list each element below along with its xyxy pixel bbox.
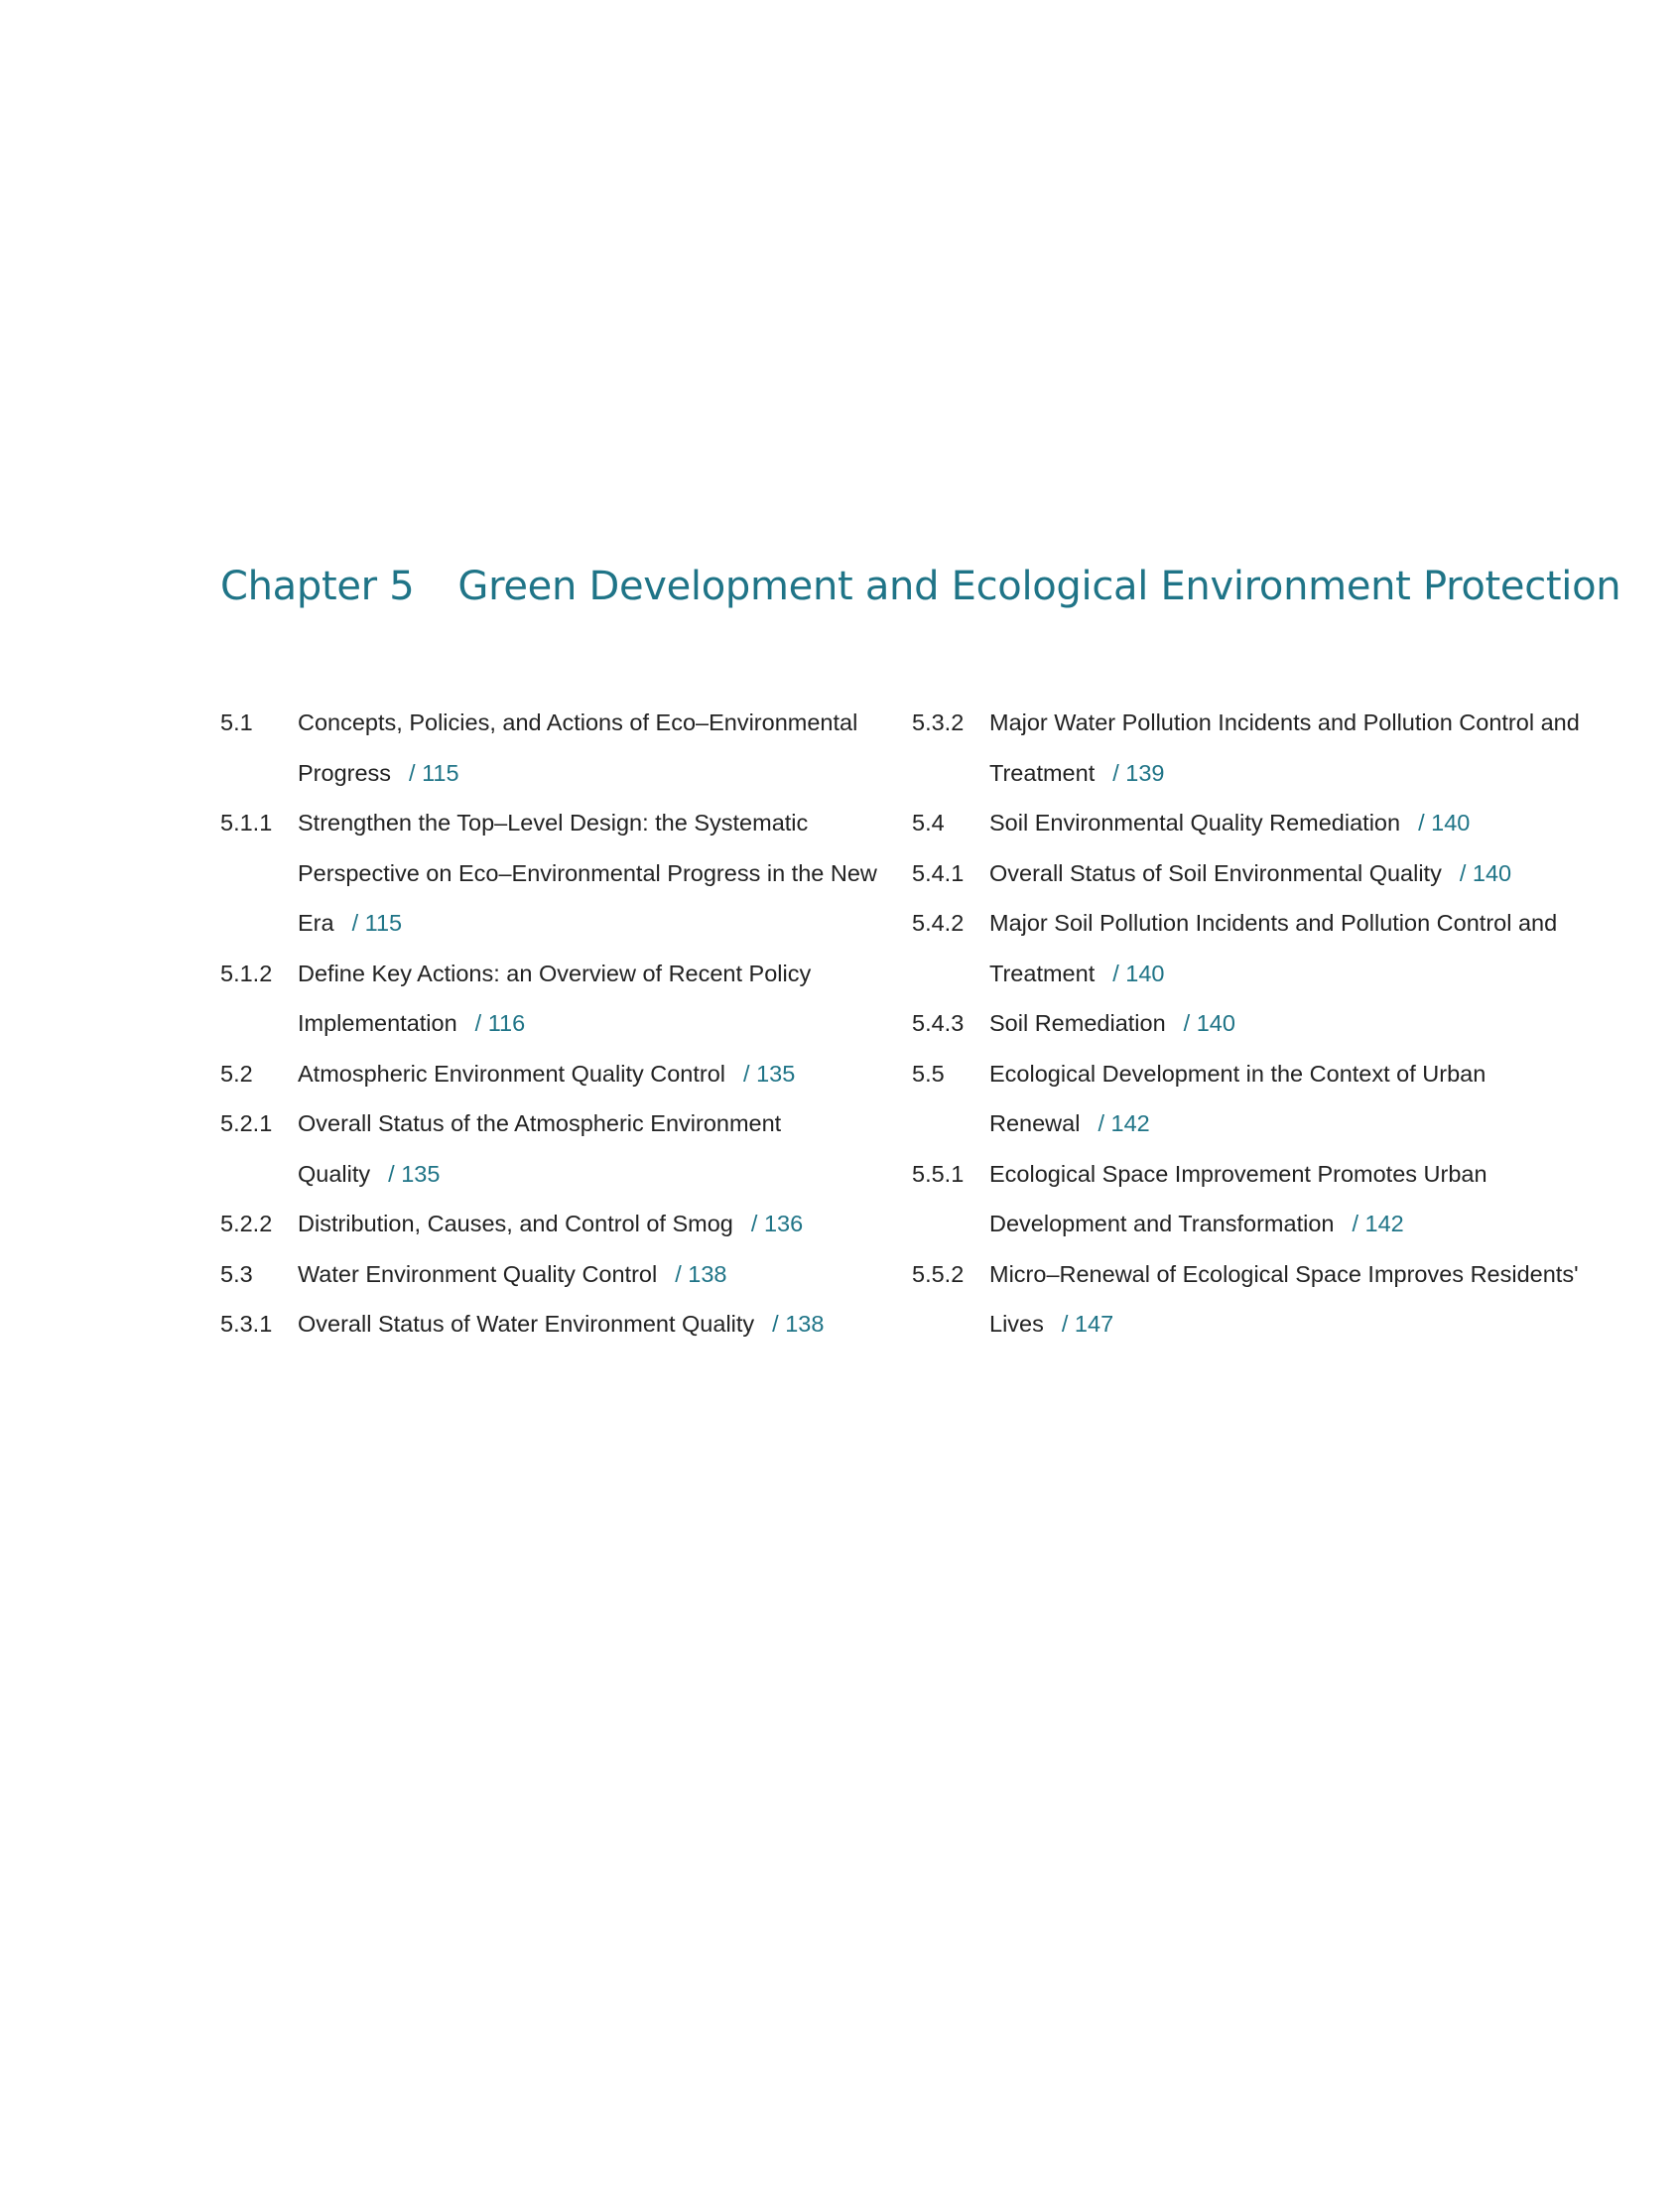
toc-entry[interactable] [220, 798, 905, 949]
toc-entry-page[interactable]: / 140 [1459, 859, 1512, 886]
toc-entry-title-text: Major Water Pollution Incidents and Pollution Control and Treatment [989, 709, 1580, 786]
toc-entry[interactable] [220, 1098, 905, 1199]
toc-entry-page[interactable]: / 138 [675, 1260, 727, 1287]
toc-entry-title [298, 698, 905, 798]
toc-entry-title [989, 848, 1597, 899]
toc-entry-title-text: Concepts, Policies, and Actions of Eco–Environmental Progress [298, 709, 858, 786]
toc-entry-title-text: Overall Status of Soil Environmental Quality [989, 859, 1442, 886]
toc-entry-page[interactable]: / 140 [1418, 810, 1471, 836]
toc-entry[interactable] [912, 998, 1597, 1049]
toc-entry[interactable] [220, 949, 905, 1049]
toc-entry-page[interactable]: / 139 [1112, 759, 1165, 786]
toc-entry-title-text: Atmospheric Environment Quality Control [298, 1060, 726, 1087]
toc-entry-title-text: Overall Status of Water Environment Quality [298, 1311, 755, 1337]
toc-entry-title [298, 798, 905, 949]
toc-entry-page[interactable]: / 115 [409, 759, 459, 786]
toc-entry-number: 5.1.1 [220, 810, 273, 836]
toc-entry-number: 5.2.2 [220, 1211, 273, 1236]
toc-entry-title [989, 798, 1597, 848]
chapter-title [220, 558, 1620, 615]
chapter-title-text: Green Development and Ecological Environment Protection [457, 564, 1621, 609]
toc-entry-page[interactable]: / 116 [474, 1010, 526, 1036]
toc-entry-number: 5.5.2 [912, 1260, 965, 1287]
toc-entry-title-text: Strengthen the Top–Level Design: the Systematic Perspective on Eco–Environmental Progress in the New Era [298, 810, 877, 936]
toc-entry[interactable] [912, 1049, 1597, 1149]
toc-entry-title [989, 698, 1597, 798]
toc-entry-title-text: Define Key Actions: an Overview of Recent Policy Implementation [298, 960, 812, 1036]
toc-entry-page[interactable]: / 136 [750, 1211, 804, 1236]
toc-entry-title-text: Overall Status of the Atmospheric Environment Quality [298, 1110, 782, 1187]
toc-entry-title [298, 1098, 905, 1199]
chapter-number: Chapter 5 [220, 564, 415, 609]
toc-entry[interactable] [220, 1049, 905, 1099]
toc-entry-title-text: Ecological Space Improvement Promotes Urban Development and Transformation [989, 1160, 1487, 1236]
toc-entry-number: 5.4.3 [912, 1010, 965, 1036]
toc-entry[interactable] [220, 1299, 905, 1350]
toc-entry[interactable] [220, 698, 905, 798]
toc-entry-title-text: Distribution, Causes, and Control of Smog [298, 1211, 733, 1236]
toc-entry-title-text: Soil Environmental Quality Remediation [989, 810, 1401, 836]
toc-entry[interactable] [220, 1199, 905, 1249]
toc-entry-title-text: Ecological Development in the Context of Urban Renewal [989, 1060, 1486, 1136]
toc-entry-number: 5.2.1 [220, 1110, 273, 1136]
toc-entry[interactable] [220, 1249, 905, 1300]
toc-entry-title [989, 1049, 1597, 1149]
toc-entry-number: 5.1 [220, 709, 253, 735]
toc-entry-number: 5.3.2 [912, 709, 965, 735]
toc-entry[interactable] [912, 1249, 1597, 1350]
toc-entry-page[interactable]: / 140 [1112, 960, 1165, 986]
toc-right-column [912, 698, 1597, 1350]
toc-entry-title-text: Soil Remediation [989, 1010, 1166, 1036]
toc-entry[interactable] [912, 898, 1597, 998]
toc-entry-number: 5.1.2 [220, 960, 273, 986]
toc-entry-page[interactable]: / 135 [743, 1060, 796, 1087]
toc-entry[interactable] [912, 848, 1597, 899]
toc-entry-page[interactable]: / 147 [1061, 1311, 1114, 1337]
toc-entry-number: 5.2 [220, 1060, 253, 1087]
toc-entry-title [989, 1149, 1597, 1249]
toc-entry-title-text: Micro–Renewal of Ecological Space Improves Residents' Lives [989, 1260, 1579, 1337]
toc-entry[interactable] [912, 698, 1597, 798]
toc-entry-title [298, 1299, 905, 1350]
toc-entry-number: 5.4.1 [912, 859, 965, 886]
toc-entry-page[interactable]: / 138 [772, 1311, 825, 1337]
toc-entry-title-text: Major Soil Pollution Incidents and Pollution Control and Treatment [989, 910, 1558, 986]
toc-entry[interactable] [912, 1149, 1597, 1249]
toc-entry-number: 5.5.1 [912, 1160, 965, 1187]
toc-entry-number: 5.4.2 [912, 910, 965, 936]
toc-entry-title [298, 1049, 905, 1099]
toc-entry-page[interactable]: / 142 [1098, 1110, 1150, 1136]
toc-entry-title [298, 1199, 905, 1249]
toc-entry-number: 5.4 [912, 810, 945, 836]
toc-entry-page[interactable]: / 135 [388, 1160, 441, 1187]
toc-entry-title [298, 1249, 905, 1300]
toc-entry-title [989, 1249, 1597, 1350]
toc-left-column [220, 698, 905, 1350]
toc-entry-page[interactable]: / 115 [351, 910, 403, 936]
toc-entry[interactable] [912, 798, 1597, 848]
toc-entry-number: 5.5 [912, 1060, 945, 1087]
toc-entry-page[interactable]: / 142 [1352, 1211, 1404, 1236]
toc-entry-number: 5.3.1 [220, 1311, 273, 1337]
toc-entry-page[interactable]: / 140 [1183, 1010, 1235, 1036]
toc-entry-title [298, 949, 905, 1049]
toc-entry-title-text: Water Environment Quality Control [298, 1260, 658, 1287]
toc-entry-number: 5.3 [220, 1260, 253, 1287]
toc-entry-title [989, 898, 1597, 998]
toc-entry-title [989, 998, 1597, 1049]
